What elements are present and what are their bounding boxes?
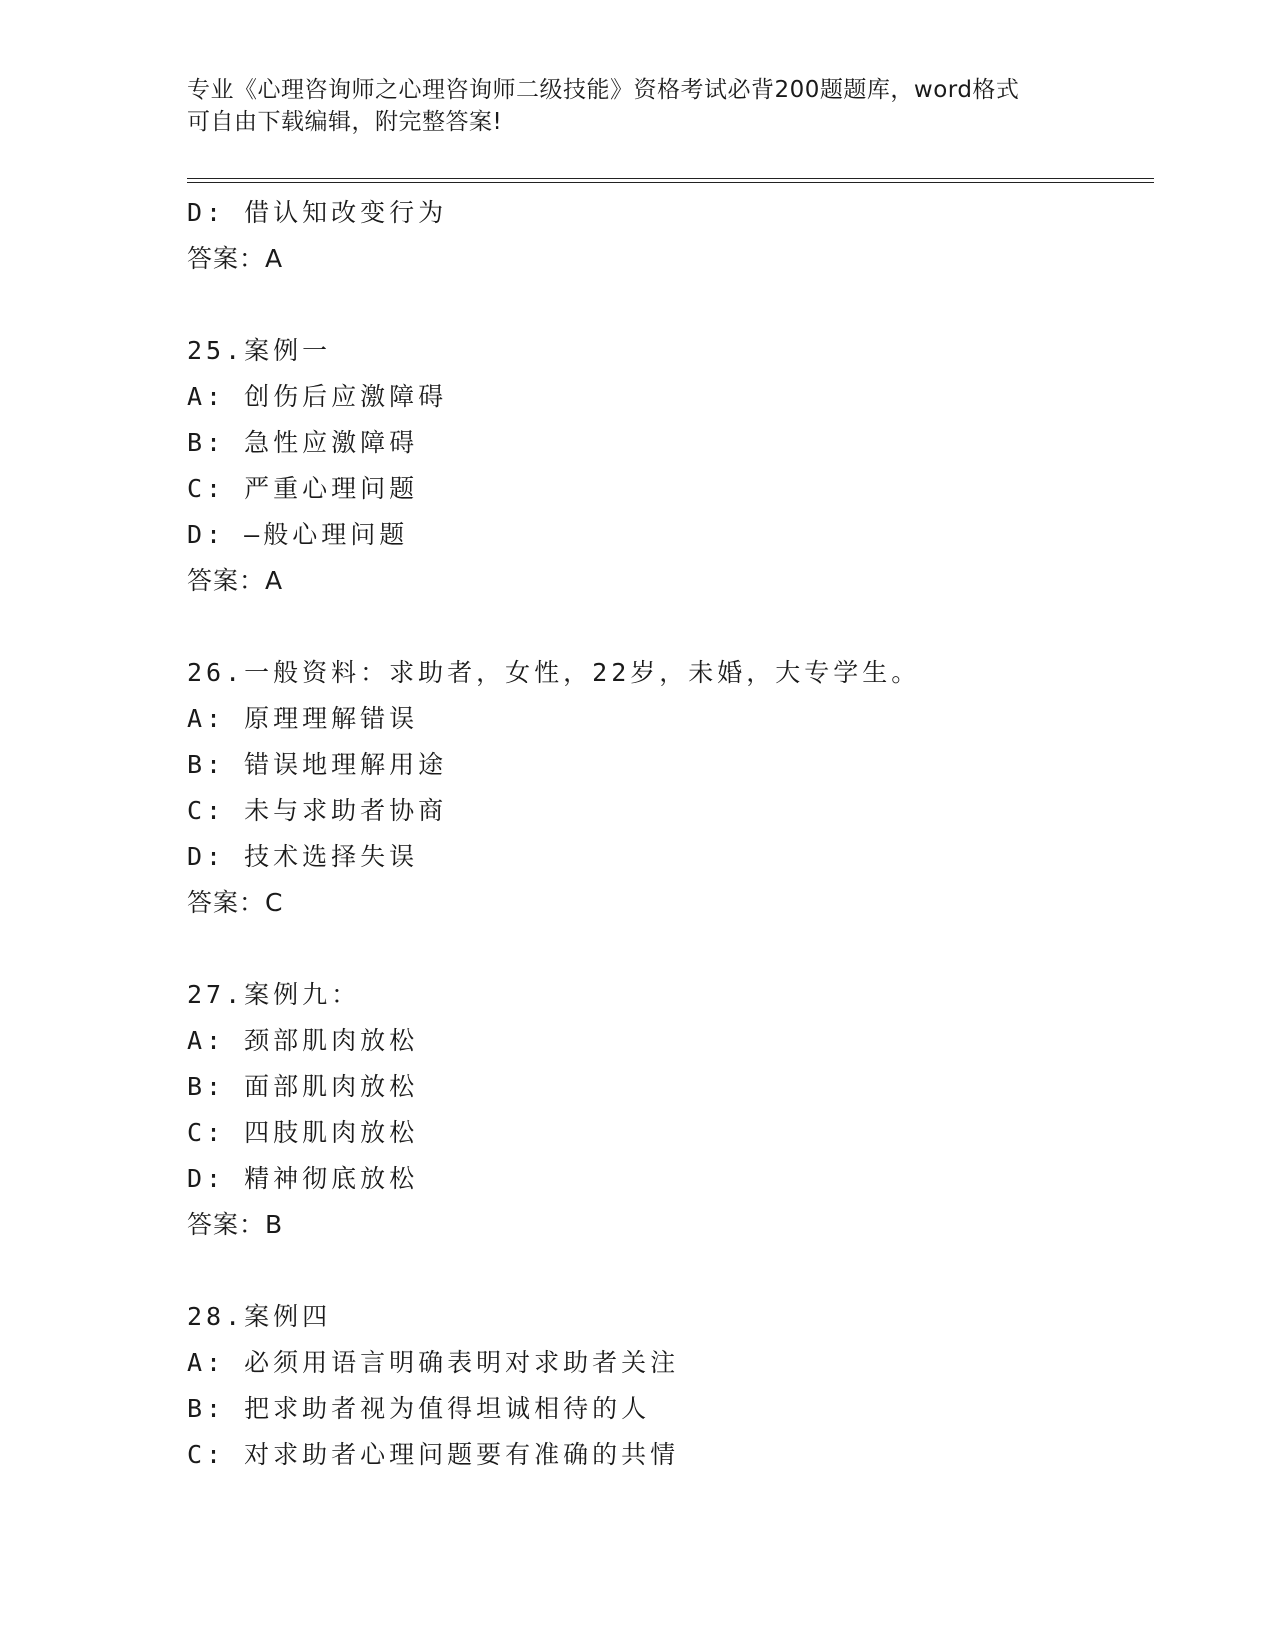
option-b: B: 把求助者视为值得坦诚相待的人: [187, 1394, 651, 1423]
question-26: [187, 650, 1137, 926]
document-header: [187, 74, 1087, 138]
question-list: [187, 190, 1137, 1478]
option-c: C: 严重心理问题: [187, 474, 419, 503]
answer-line: 答案：C: [187, 888, 284, 917]
option-d: D: 精神彻底放松: [187, 1164, 419, 1193]
question-24-tail: [187, 190, 1137, 282]
header-line-1: 专业《心理咨询师之心理咨询师二级技能》资格考试必背200题题库，word格式: [187, 77, 1020, 103]
question-title: 26.一般资料：求助者，女性，22岁，未婚，大专学生。: [187, 658, 921, 687]
option-c: C: 未与求助者协商: [187, 796, 448, 825]
answer-line: 答案：A: [187, 244, 284, 273]
option-d: D: 技术选择失误: [187, 842, 419, 871]
header-divider-top: [187, 178, 1154, 179]
option-d: D: 借认知改变行为: [187, 198, 448, 227]
question-28: [187, 1294, 1137, 1478]
option-a: A: 原理理解错误: [187, 704, 419, 733]
question-title: 25.案例一: [187, 336, 332, 365]
option-a: A: 必须用语言明确表明对求助者关注: [187, 1348, 680, 1377]
question-title: 28.案例四: [187, 1302, 332, 1331]
question-25: [187, 328, 1137, 604]
question-title: 27.案例九：: [187, 980, 361, 1009]
header-line-2: 可自由下载编辑，附完整答案!: [187, 109, 503, 135]
answer-line: 答案：B: [187, 1210, 284, 1239]
option-a: A: 创伤后应激障碍: [187, 382, 448, 411]
option-b: B: 面部肌肉放松: [187, 1072, 419, 1101]
answer-line: 答案：A: [187, 566, 284, 595]
option-b: B: 错误地理解用途: [187, 750, 448, 779]
option-b: B: 急性应激障碍: [187, 428, 419, 457]
question-27: [187, 972, 1137, 1248]
option-a: A: 颈部肌肉放松: [187, 1026, 419, 1055]
option-c: C: 四肢肌肉放松: [187, 1118, 419, 1147]
header-divider-bottom: [187, 182, 1154, 183]
option-d: D: —般心理问题: [187, 520, 409, 549]
option-c: C: 对求助者心理问题要有准确的共情: [187, 1440, 680, 1469]
